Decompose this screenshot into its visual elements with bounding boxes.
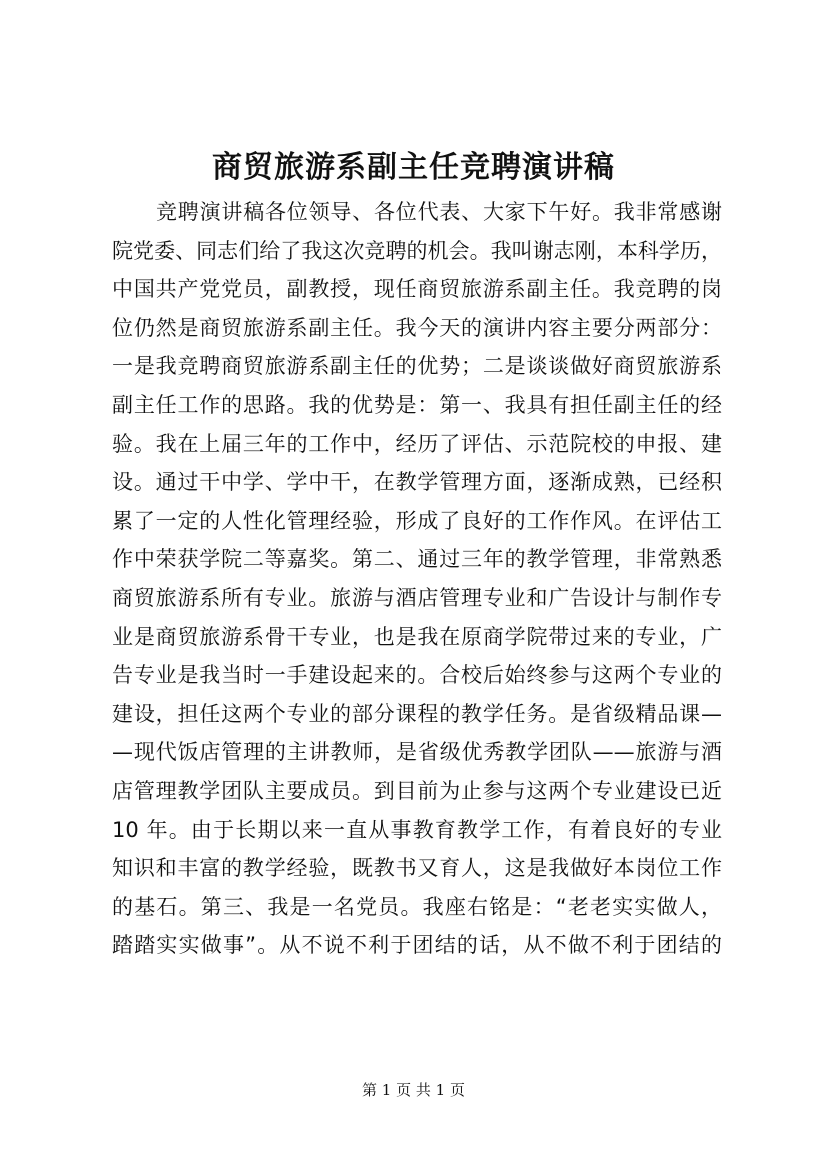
body-line: 验。我在上届三年的工作中，经历了评估、示范院校的申报、建: [112, 431, 722, 456]
body-line: 踏踏实实做事”。从不说不利于团结的话，从不做不利于团结的: [112, 933, 722, 958]
body-line: 知识和丰富的教学经验，既教书又育人，这是我做好本岗位工作: [112, 856, 722, 881]
body-line: 设。通过干中学、学中干，在教学管理方面，逐渐成熟，已经积: [112, 470, 722, 495]
body-line: 建设，担任这两个专业的部分课程的教学任务。是省级精品课—: [112, 701, 722, 726]
body-line: 的基石。第三、我是一名党员。我座右铭是：“老老实实做人，: [112, 894, 722, 919]
body-line: 店管理教学团队主要成员。到目前为止参与这两个专业建设已近: [112, 778, 722, 803]
body-line: 商贸旅游系所有专业。旅游与酒店管理专业和广告设计与制作专: [112, 585, 722, 610]
document-body: [112, 193, 722, 965]
document-title: 商贸旅游系副主任竞聘演讲稿: [212, 150, 615, 185]
body-line: 副主任工作的思路。我的优势是：第一、我具有担任副主任的经: [112, 392, 722, 417]
body-line: —现代饭店管理的主讲教师，是省级优秀教学团队——旅游与酒: [112, 740, 722, 765]
body-line: 告专业是我当时一手建设起来的。合校后始终参与这两个专业的: [112, 663, 722, 688]
body-line: 作中荣获学院二等嘉奖。第二、通过三年的教学管理，非常熟悉: [112, 547, 722, 572]
page-number-footer: 第 1 页 共 1 页: [362, 1081, 465, 1099]
body-line: 一是我竞聘商贸旅游系副主任的优势；二是谈谈做好商贸旅游系: [112, 354, 722, 379]
body-line: 业是商贸旅游系骨干专业，也是我在原商学院带过来的专业，广: [112, 624, 722, 649]
body-line: 院党委、同志们给了我这次竞聘的机会。我叫谢志刚，本科学历，: [112, 238, 722, 263]
body-line: 中国共产党党员，副教授，现任商贸旅游系副主任。我竞聘的岗: [112, 277, 722, 302]
body-line: 位仍然是商贸旅游系副主任。我今天的演讲内容主要分两部分：: [112, 315, 722, 340]
body-line: 10 年。由于长期以来一直从事教育教学工作，有着良好的专业: [112, 817, 722, 842]
body-line: 竞聘演讲稿各位领导、各位代表、大家下午好。我非常感谢: [156, 200, 722, 224]
body-line: 累了一定的人性化管理经验，形成了良好的工作作风。在评估工: [112, 508, 722, 533]
